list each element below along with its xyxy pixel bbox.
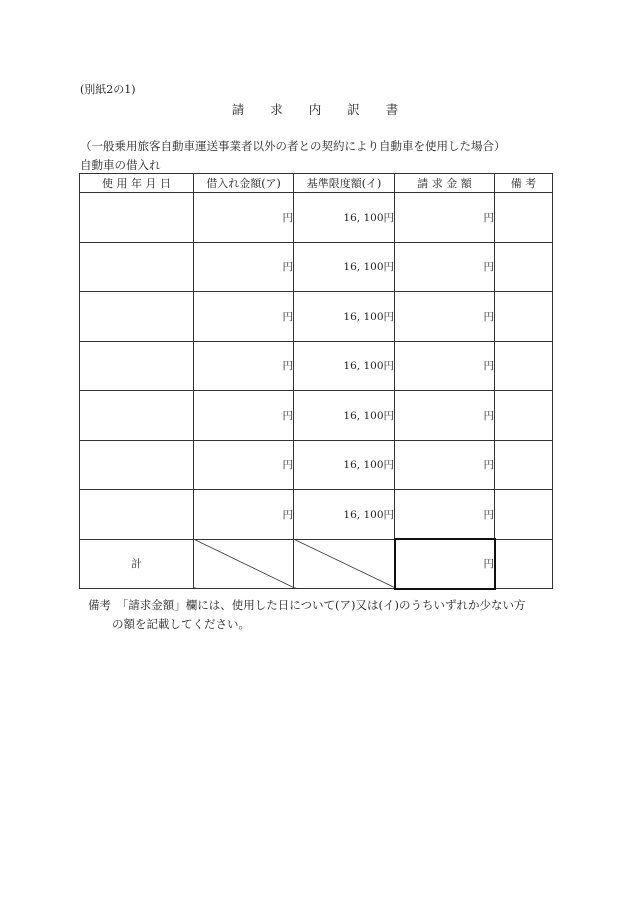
date-cell[interactable] [80, 440, 194, 490]
claim-amount-cell[interactable]: 円 [395, 341, 495, 391]
remarks-footnote [88, 596, 525, 634]
limit-amount-cell: 16, 100円 [294, 242, 395, 292]
date-cell[interactable] [80, 341, 194, 391]
total-remarks-cell[interactable] [495, 539, 553, 589]
claim-table-container [79, 173, 552, 589]
claim-amount-cell[interactable]: 円 [395, 490, 495, 540]
remarks-cell[interactable] [495, 193, 553, 243]
remarks-cell[interactable] [495, 292, 553, 342]
condition-note: （一般乗用旅客自動車運送事業者以外の者との契約により自動車を使用した場合） [80, 139, 506, 153]
table-header-row [80, 174, 553, 193]
rental-amount-cell[interactable]: 円 [194, 440, 294, 490]
rental-amount-cell[interactable]: 円 [194, 193, 294, 243]
title-char: 内 [308, 102, 322, 117]
table-row [80, 292, 553, 342]
total-row [80, 539, 553, 589]
claim-amount-cell[interactable]: 円 [395, 193, 495, 243]
table-row [80, 193, 553, 243]
total-limit-diagonal [294, 539, 395, 589]
claim-amount-cell[interactable]: 円 [395, 440, 495, 490]
footnote-line-2: の額を記載してください。 [112, 617, 250, 631]
limit-amount-cell: 16, 100円 [294, 391, 395, 441]
title-char: 請 [231, 102, 245, 117]
limit-amount-cell: 16, 100円 [294, 490, 395, 540]
document-number-label: (別紙2の1) [80, 83, 136, 96]
claim-amount-cell[interactable]: 円 [395, 391, 495, 441]
title-char: 書 [385, 102, 399, 117]
limit-amount-cell: 16, 100円 [294, 193, 395, 243]
rental-amount-cell[interactable]: 円 [194, 490, 294, 540]
page-title [0, 100, 630, 118]
footnote-line-1: 備考 「請求金額」欄には、使用した日について(ア)又は(イ)のうちいずれか少ない方 [88, 598, 526, 612]
limit-amount-cell: 16, 100円 [294, 292, 395, 342]
date-cell[interactable] [80, 242, 194, 292]
table-row [80, 440, 553, 490]
table-row [80, 490, 553, 540]
remarks-cell[interactable] [495, 440, 553, 490]
date-cell[interactable] [80, 292, 194, 342]
table-row [80, 341, 553, 391]
rental-amount-cell[interactable]: 円 [194, 242, 294, 292]
header-remarks: 備 考 [495, 174, 553, 193]
date-cell[interactable] [80, 193, 194, 243]
date-cell[interactable] [80, 391, 194, 441]
remarks-cell[interactable] [495, 242, 553, 292]
rental-amount-cell[interactable]: 円 [194, 292, 294, 342]
remarks-cell[interactable] [495, 490, 553, 540]
remarks-cell[interactable] [495, 341, 553, 391]
claim-amount-cell[interactable]: 円 [395, 242, 495, 292]
limit-amount-cell: 16, 100円 [294, 341, 395, 391]
header-claim-amount: 請 求 金 額 [395, 174, 495, 193]
header-limit-amount: 基準限度額(イ) [294, 174, 395, 193]
table-row [80, 242, 553, 292]
title-char: 求 [270, 102, 283, 117]
total-claim-amount-cell[interactable]: 円 [395, 539, 495, 589]
date-cell[interactable] [80, 490, 194, 540]
rental-amount-cell[interactable]: 円 [194, 341, 294, 391]
total-label: 計 [80, 539, 194, 589]
section-subtitle: 自動車の借入れ [80, 158, 161, 172]
header-rental-amount: 借入れ金額(ア) [194, 174, 294, 193]
rental-amount-cell[interactable]: 円 [194, 391, 294, 441]
remarks-cell[interactable] [495, 391, 553, 441]
limit-amount-cell: 16, 100円 [294, 440, 395, 490]
table-row [80, 391, 553, 441]
claim-breakdown-table [79, 173, 553, 589]
total-rental-diagonal [194, 539, 294, 589]
title-char: 訳 [347, 102, 360, 117]
claim-amount-cell[interactable]: 円 [395, 292, 495, 342]
header-date: 使 用 年 月 日 [80, 174, 194, 193]
